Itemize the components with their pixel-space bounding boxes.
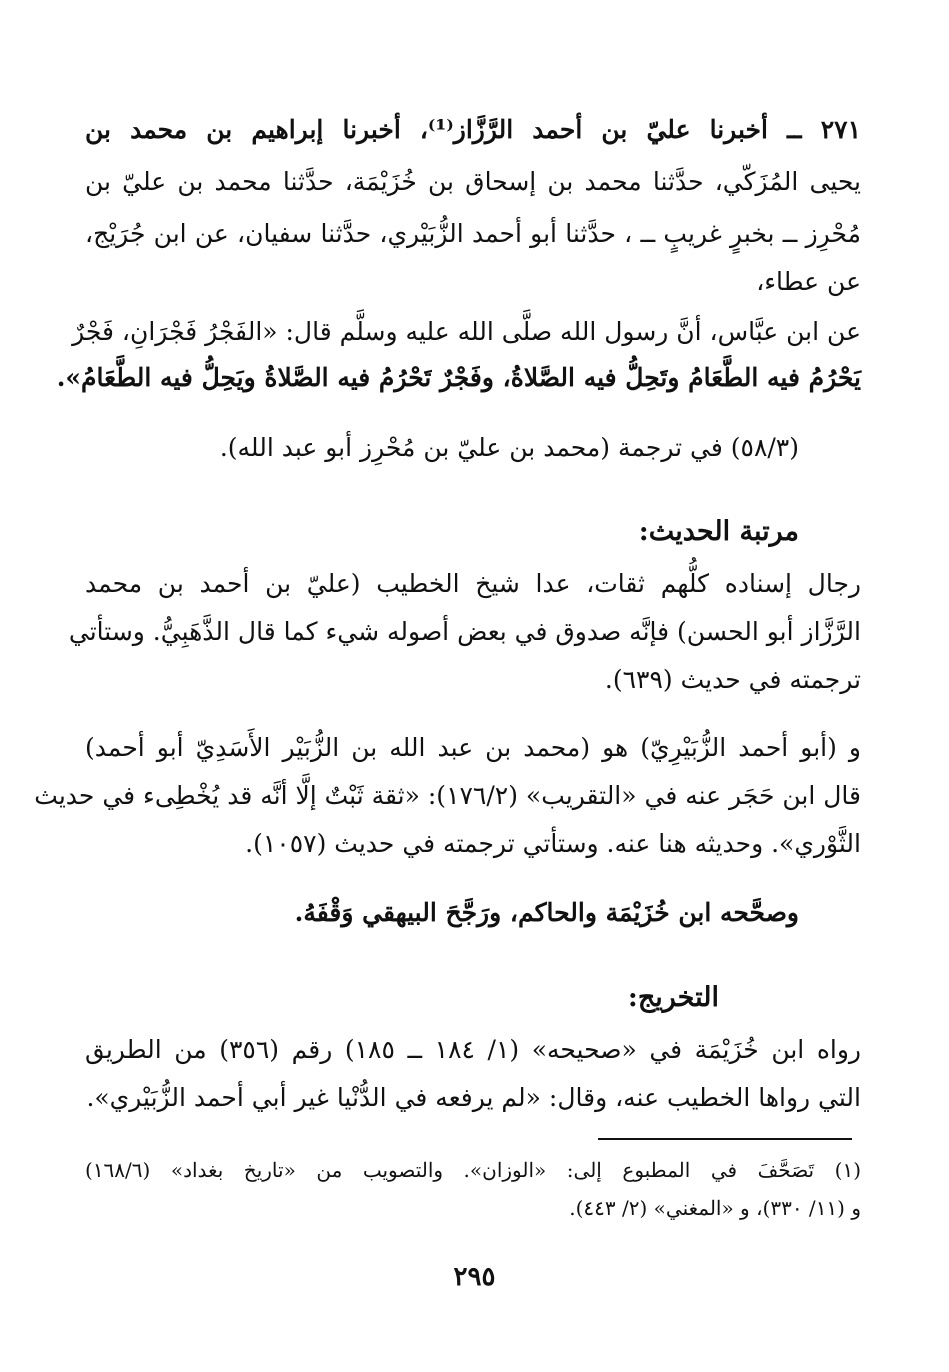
grade-para1-line-1: رجال إسناده كلُّهم ثقات، عدا شيخ الخطيب (عليّ بن أحمد بن محمد [85,569,861,598]
hadith-line-4: عن عطاء، [756,267,861,296]
hadith-line-3: مُحْرِز ــ بخبرٍ غريبٍ ــ ، حدَّثنا أبو أحمد الزُّبَيْري، حدَّثنا سفيان، عن ابن جُرَيْج، [85,219,861,248]
footnote-separator [598,1138,852,1140]
page-number: ٢٩٥ [453,1262,496,1292]
takhrij-line-1: رواه ابن خُزَيْمَة في «صحيحه» (١/ ١٨٤ ــ ١٨٥) رقم (٣٥٦) من الطريق [85,1035,862,1064]
footnote-line-1: (١) تَصَحَّفَ في المطبوع إلى: «الوزان». والتصويب من «تاريخ بغداد» (١٦٨/٦) [85,1158,861,1182]
grade-para2-line-2: قال ابن حَجَر عنه في «التقريب» (١٧٦/٢): «ثقة ثَبْتٌ إلَّا أنَّه قد يُخْطِىء في حديث [34,781,861,810]
grade-para3: وصحَّحه ابن خُزَيْمَة والحاكم، ورَجَّحَ البيهقي وَقْفَهُ. [294,898,799,927]
grade-para1-line-2: الرَّزَّاز أبو الحسن) فإنَّه صدوق في بعض أصوله شيء كما قال الذَّهَبِيُّ. وستأتي [68,617,861,646]
grade-para2-line-3: الثَّوْري». وحديثه هنا عنه. وستأتي ترجمته في حديث (١٠٥٧). [245,829,861,858]
grade-para1-line-3: ترجمته في حديث (٦٣٩). [604,665,861,694]
grade-heading: مرتبة الحديث: [638,516,799,547]
takhrij-heading: التخريج: [627,982,719,1013]
matn-line-2: يَحْرُمُ فيه الطَّعَامُ وتَحِلُّ فيه الصَّلاةُ، وفَجْرٌ تَحْرُمُ فيه الصَّلاةُ ويَحِلُّ فيه الطَّعَامُ». [56,363,861,392]
footnote-line-2: و (١١/ ٣٣٠)، و «المغني» (٢/ ٤٤٣). [569,1196,861,1220]
grade-para2-line-1: و (أبو أحمد الزُّبَيْرِيّ) هو (محمد بن عبد الله بن الزُّبَيْر الأَسَدِيّ أبو أحمد) [85,733,861,762]
takhrij-line-2: التي رواها الخطيب عنه، وقال: «لم يرفعه في الدُّنْيا غير أبي أحمد الزُّبَيْري». [86,1083,861,1112]
hadith-line-2: يحيى المُزَكّي، حدَّثنا محمد بن إسحاق بن خُزَيْمَة، حدَّثنا محمد بن عليّ بن [85,167,861,196]
hadith-line-1: ٢٧١ ــ أخبرنا عليّ بن أحمد الرَّزَّاز⁽¹⁾، أخبرنا إبراهيم بن محمد بن [85,115,862,144]
matn-line-1: عن ابن عبَّاس، أنَّ رسول الله صلَّى الله عليه وسلَّم قال: «الفَجْرُ فَجْرَانِ، فَجْرٌ [72,317,861,346]
source-reference: (٥٨/٣) في ترجمة (محمد بن عليّ بن مُحْرِز أبو عبد الله). [219,433,799,462]
